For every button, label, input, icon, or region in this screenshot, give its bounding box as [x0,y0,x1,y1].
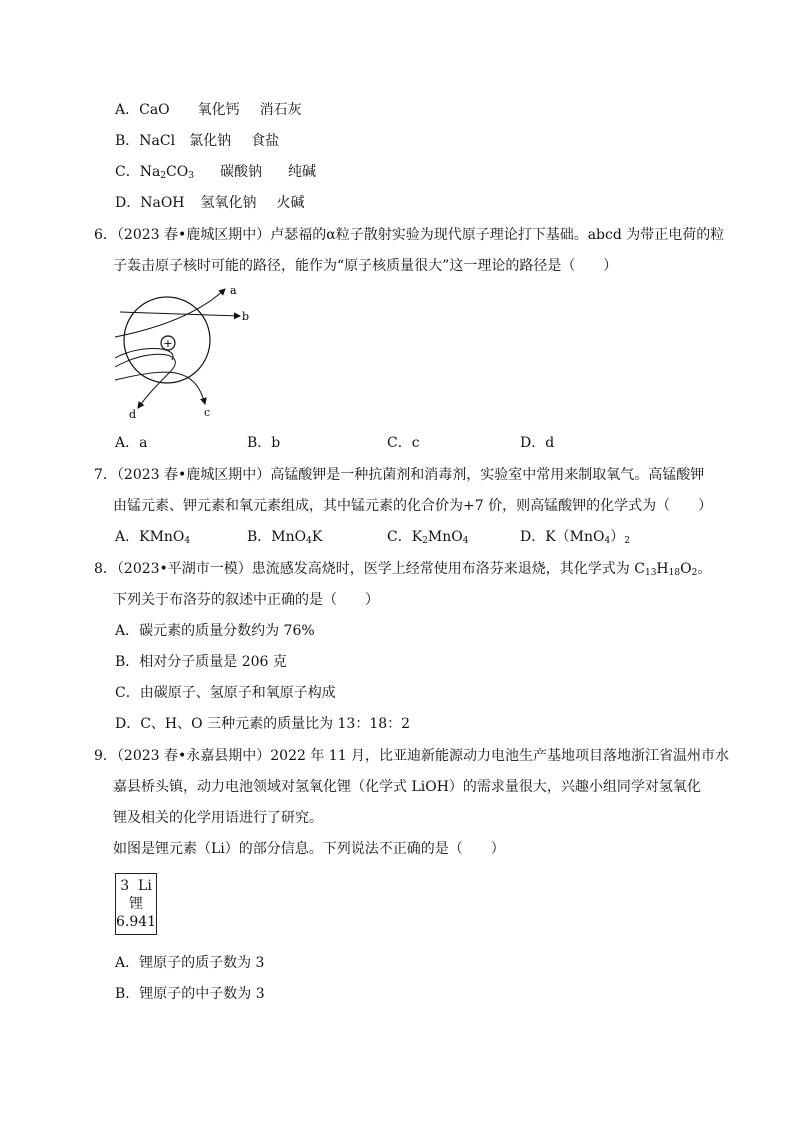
q8-option-d: D．C、H、O 三种元素的质量比为 13：18：2 [115,716,411,732]
q7-stem-line1: 7．（2023 春•鹿城区期中）高锰酸钾是一种抗菌剂和消毒剂，实验室中常用来制取氧气。高锰酸钾 [94,467,705,483]
q8-option-a: A．碳元素的质量分数约为 76% [115,623,315,639]
path-b [120,312,240,316]
q7-option-b: B．MnO$_4$K [247,529,323,546]
q6-option-c: C．c [387,435,420,451]
q9-stem-line3: 锂及相关的化学用语进行了研究。 [113,810,323,826]
q8-option-c: C．由碳原子、氢原子和氧原子构成 [115,685,336,701]
q5-option-d: D．NaOH 氢氧化钠 火碱 [115,195,305,211]
label-a: a [230,284,237,297]
lithium-element-card [115,873,157,935]
label-d: d [129,408,137,421]
q8-stem-line1: 8．（2023•平湖市一模）患流感发高烧时，医学上经常使用布洛芬来退烧，其化学式为 $C_{13}H_{18}O_2$。 [94,561,712,578]
q7-option-d: D．$K(MnO_4)_2$ [520,529,630,546]
element-name: 锂 [129,896,143,912]
q9-option-b: B．锂原子的中子数为 3 [115,986,265,1002]
q5-option-a: A．CaO 氧化钙 消石灰 [115,102,302,118]
q6-option-d: D．d [520,435,555,451]
q6-stem-line2: 子轰击原子核时可能的路径，能作为“原子核质量很大”这一理论的路径是（ ） [113,258,618,274]
q9-option-a: A．锂原子的质子数为 3 [115,955,265,971]
element-number-symbol: 3 Li [120,878,152,894]
q8-stem-line2: 下列关于布洛芬的叙述中正确的是（ ） [113,592,379,608]
q5-option-b: B．NaCl 氯化钠 食盐 [115,133,280,149]
q5-option-c: C．$Na_2CO_3$ 碳酸钠 纯碱 [115,164,316,181]
q8-option-b: B．相对分子质量是 206 克 [115,654,287,670]
q6-option-b: B．b [247,435,281,451]
q9-stem-line1: 9．（2023 春•永嘉县期中）2022 年 11 月，比亚迪新能源动力电池生产基地项目落地浙江省温州市水 [94,748,730,764]
label-c: c [204,406,211,419]
nucleus-sign: + [163,337,173,350]
q7-stem-line2: 由锰元素、钾元素和氧元素组成，其中锰元素的化合价为+7 价，则高锰酸钾的化学式为（ ） [113,498,713,514]
element-mass: 6.941 [116,914,157,930]
label-b: b [242,310,250,323]
alpha-scattering-diagram [110,282,260,422]
q6-option-a: A．a [115,435,148,451]
path-c [115,372,205,404]
path-d [115,354,175,408]
q7-option-c: C．$K_2MnO_4$ [387,529,469,546]
q9-stem-line4: 如图是锂元素（Li）的部分信息。下列说法不正确的是（ ） [113,841,505,857]
q9-stem-line2: 嘉县桥头镇，动力电池领域对氢氧化锂（化学式 LiOH）的需求量很大，兴趣小组同学对氢氧化 [113,779,701,795]
q7-option-a: A．KMnO$_4$ [115,529,191,546]
q6-stem-line1: 6．（2023 春•鹿城区期中）卢瑟福的α粒子散射实验为现代原子理论打下基础。abcd 为带正电荷的粒 [94,227,725,243]
